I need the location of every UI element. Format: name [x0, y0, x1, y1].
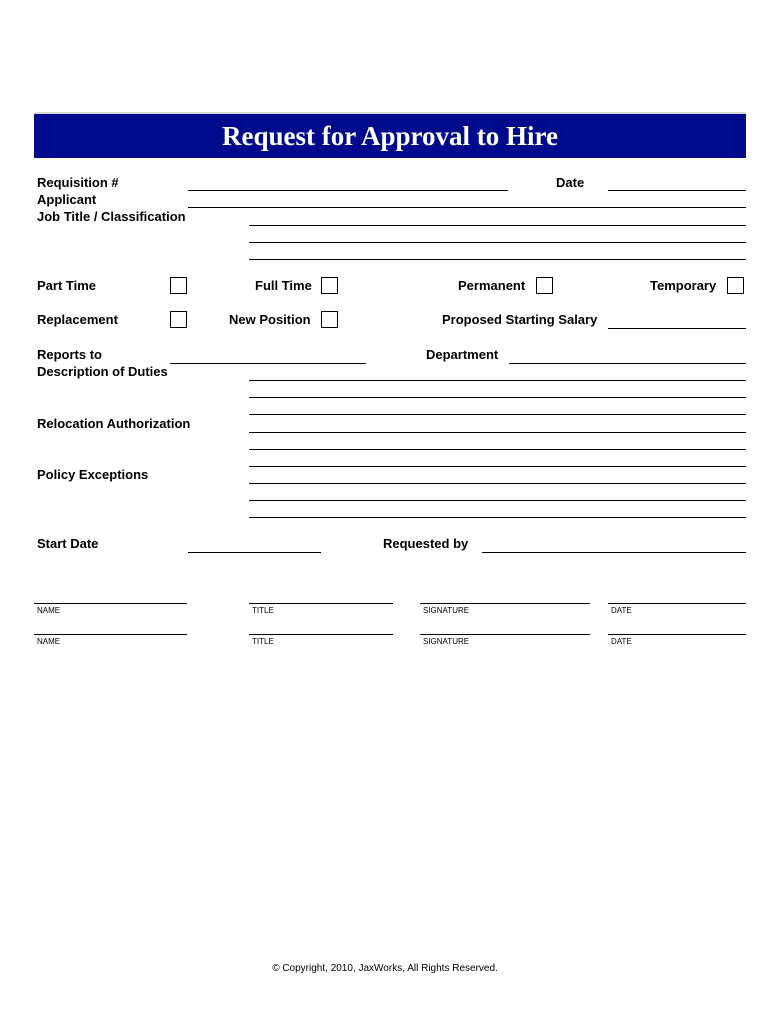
part-time-label: Part Time: [37, 278, 97, 293]
signature-signature-label: SIGNATURE: [423, 637, 470, 646]
title-banner: [34, 112, 746, 158]
signature-signature-line[interactable]: [420, 634, 590, 635]
date-label: Date: [556, 175, 585, 190]
signature-date-line[interactable]: [608, 603, 746, 604]
form-title: Request for Approval to Hire: [222, 120, 558, 151]
reports-to-label: Reports to: [37, 347, 102, 362]
signature-title-label: TITLE: [252, 637, 274, 646]
proposed-salary-label: Proposed Starting Salary: [442, 312, 598, 327]
applicant-label: Applicant: [37, 192, 97, 207]
description-field-1[interactable]: [249, 380, 746, 381]
copyright-footer: © Copyright, 2010, JaxWorks, All Rights Reserved.: [272, 963, 498, 974]
department-field[interactable]: [509, 363, 746, 364]
department-label: Department: [426, 347, 499, 362]
policy-field-2[interactable]: [249, 500, 746, 501]
requested-by-label: Requested by: [383, 536, 469, 551]
start-date-label: Start Date: [37, 536, 99, 551]
signature-date-line[interactable]: [608, 634, 746, 635]
relocation-label: Relocation Authorization: [37, 416, 191, 431]
date-field[interactable]: [608, 190, 746, 191]
signature-name-line[interactable]: [34, 634, 187, 635]
requisition-label: Requisition #: [37, 175, 119, 190]
full-time-checkbox[interactable]: [321, 277, 338, 294]
signature-name-line[interactable]: [34, 603, 187, 604]
signature-title-line[interactable]: [249, 634, 393, 635]
policy-field-3[interactable]: [249, 517, 746, 518]
signature-name-label: NAME: [37, 606, 61, 615]
signature-title-label: TITLE: [252, 606, 274, 615]
job-title-field-2[interactable]: [249, 242, 746, 243]
temporary-checkbox[interactable]: [727, 277, 744, 294]
signature-signature-line[interactable]: [420, 603, 590, 604]
replacement-label: Replacement: [37, 312, 118, 327]
signature-date-label: DATE: [611, 637, 632, 646]
new-position-checkbox[interactable]: [321, 311, 338, 328]
permanent-checkbox[interactable]: [536, 277, 553, 294]
replacement-checkbox[interactable]: [170, 311, 187, 328]
requested-by-field[interactable]: [482, 552, 746, 553]
job-title-label: Job Title / Classification: [37, 209, 186, 224]
job-title-field[interactable]: [249, 225, 746, 226]
start-date-field[interactable]: [188, 552, 321, 553]
part-time-checkbox[interactable]: [170, 277, 187, 294]
requisition-field[interactable]: [188, 190, 508, 191]
relocation-field-1[interactable]: [249, 432, 746, 433]
signature-title-line[interactable]: [249, 603, 393, 604]
permanent-label: Permanent: [458, 278, 526, 293]
proposed-salary-field[interactable]: [608, 328, 746, 329]
policy-field-1[interactable]: [249, 483, 746, 484]
relocation-field-3[interactable]: [249, 466, 746, 467]
relocation-field-2[interactable]: [249, 449, 746, 450]
description-field-2[interactable]: [249, 397, 746, 398]
applicant-field[interactable]: [188, 207, 746, 208]
temporary-label: Temporary: [650, 278, 717, 293]
signature-signature-label: SIGNATURE: [423, 606, 470, 615]
signature-name-label: NAME: [37, 637, 61, 646]
job-title-field-3[interactable]: [249, 259, 746, 260]
description-label: Description of Duties: [37, 364, 168, 379]
signature-date-label: DATE: [611, 606, 632, 615]
policy-label: Policy Exceptions: [37, 467, 149, 482]
reports-to-field[interactable]: [170, 363, 366, 364]
full-time-label: Full Time: [255, 278, 312, 293]
description-field-3[interactable]: [249, 414, 746, 415]
new-position-label: New Position: [229, 312, 311, 327]
